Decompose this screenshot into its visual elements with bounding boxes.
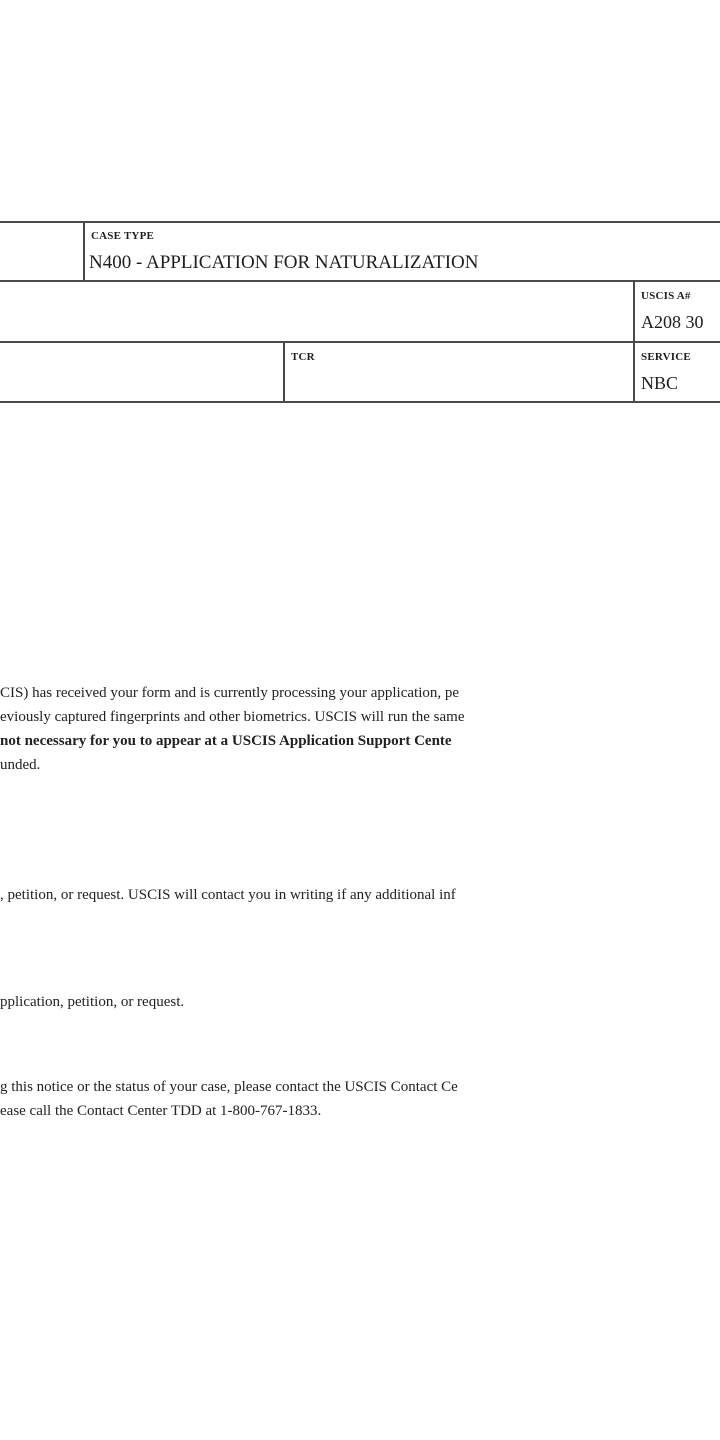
paragraph-line-bold: not necessary for you to appear at a USCIS Application Support Cente bbox=[0, 733, 452, 749]
paragraph-processing bbox=[0, 681, 465, 777]
paragraph-line: ease call the Contact Center TDD at 1-800-767-1833. bbox=[0, 1103, 322, 1119]
case-type-left-border bbox=[83, 221, 85, 282]
paragraph-application bbox=[0, 990, 184, 1014]
paragraph-line: eviously captured fingerprints and other biometrics. USCIS will run the same bbox=[0, 709, 465, 725]
table-top-border bbox=[0, 221, 720, 223]
case-type-value: N400 - APPLICATION FOR NATURALIZATION bbox=[89, 252, 479, 273]
paragraph-line: g this notice or the status of your case, please contact the USCIS Contact Ce bbox=[0, 1079, 458, 1095]
service-left-border bbox=[633, 341, 635, 403]
table-bottom-border bbox=[0, 401, 720, 403]
paragraph-contact-center bbox=[0, 1075, 458, 1123]
paragraph-line: CIS) has received your form and is currently processing your application, pe bbox=[0, 685, 460, 701]
service-center-value: NBC bbox=[641, 373, 679, 393]
uscis-a-number-label: USCIS A# bbox=[641, 290, 691, 302]
service-center-label: SERVICE bbox=[641, 351, 691, 363]
paragraph-contact-writing bbox=[0, 883, 456, 907]
tcr-left-border bbox=[283, 341, 285, 403]
case-type-label: CASE TYPE bbox=[91, 230, 155, 242]
table-row-divider-1 bbox=[0, 280, 720, 282]
paragraph-line: unded. bbox=[0, 757, 41, 773]
uscis-a-number-value: A208 30 bbox=[641, 312, 704, 332]
uscis-a-left-border bbox=[633, 280, 635, 342]
paragraph-line: , petition, or request. USCIS will contact you in writing if any additional inf bbox=[0, 887, 456, 903]
paragraph-line: pplication, petition, or request. bbox=[0, 994, 185, 1010]
table-row-divider-2 bbox=[0, 341, 720, 343]
tcr-label: TCR bbox=[291, 351, 315, 363]
